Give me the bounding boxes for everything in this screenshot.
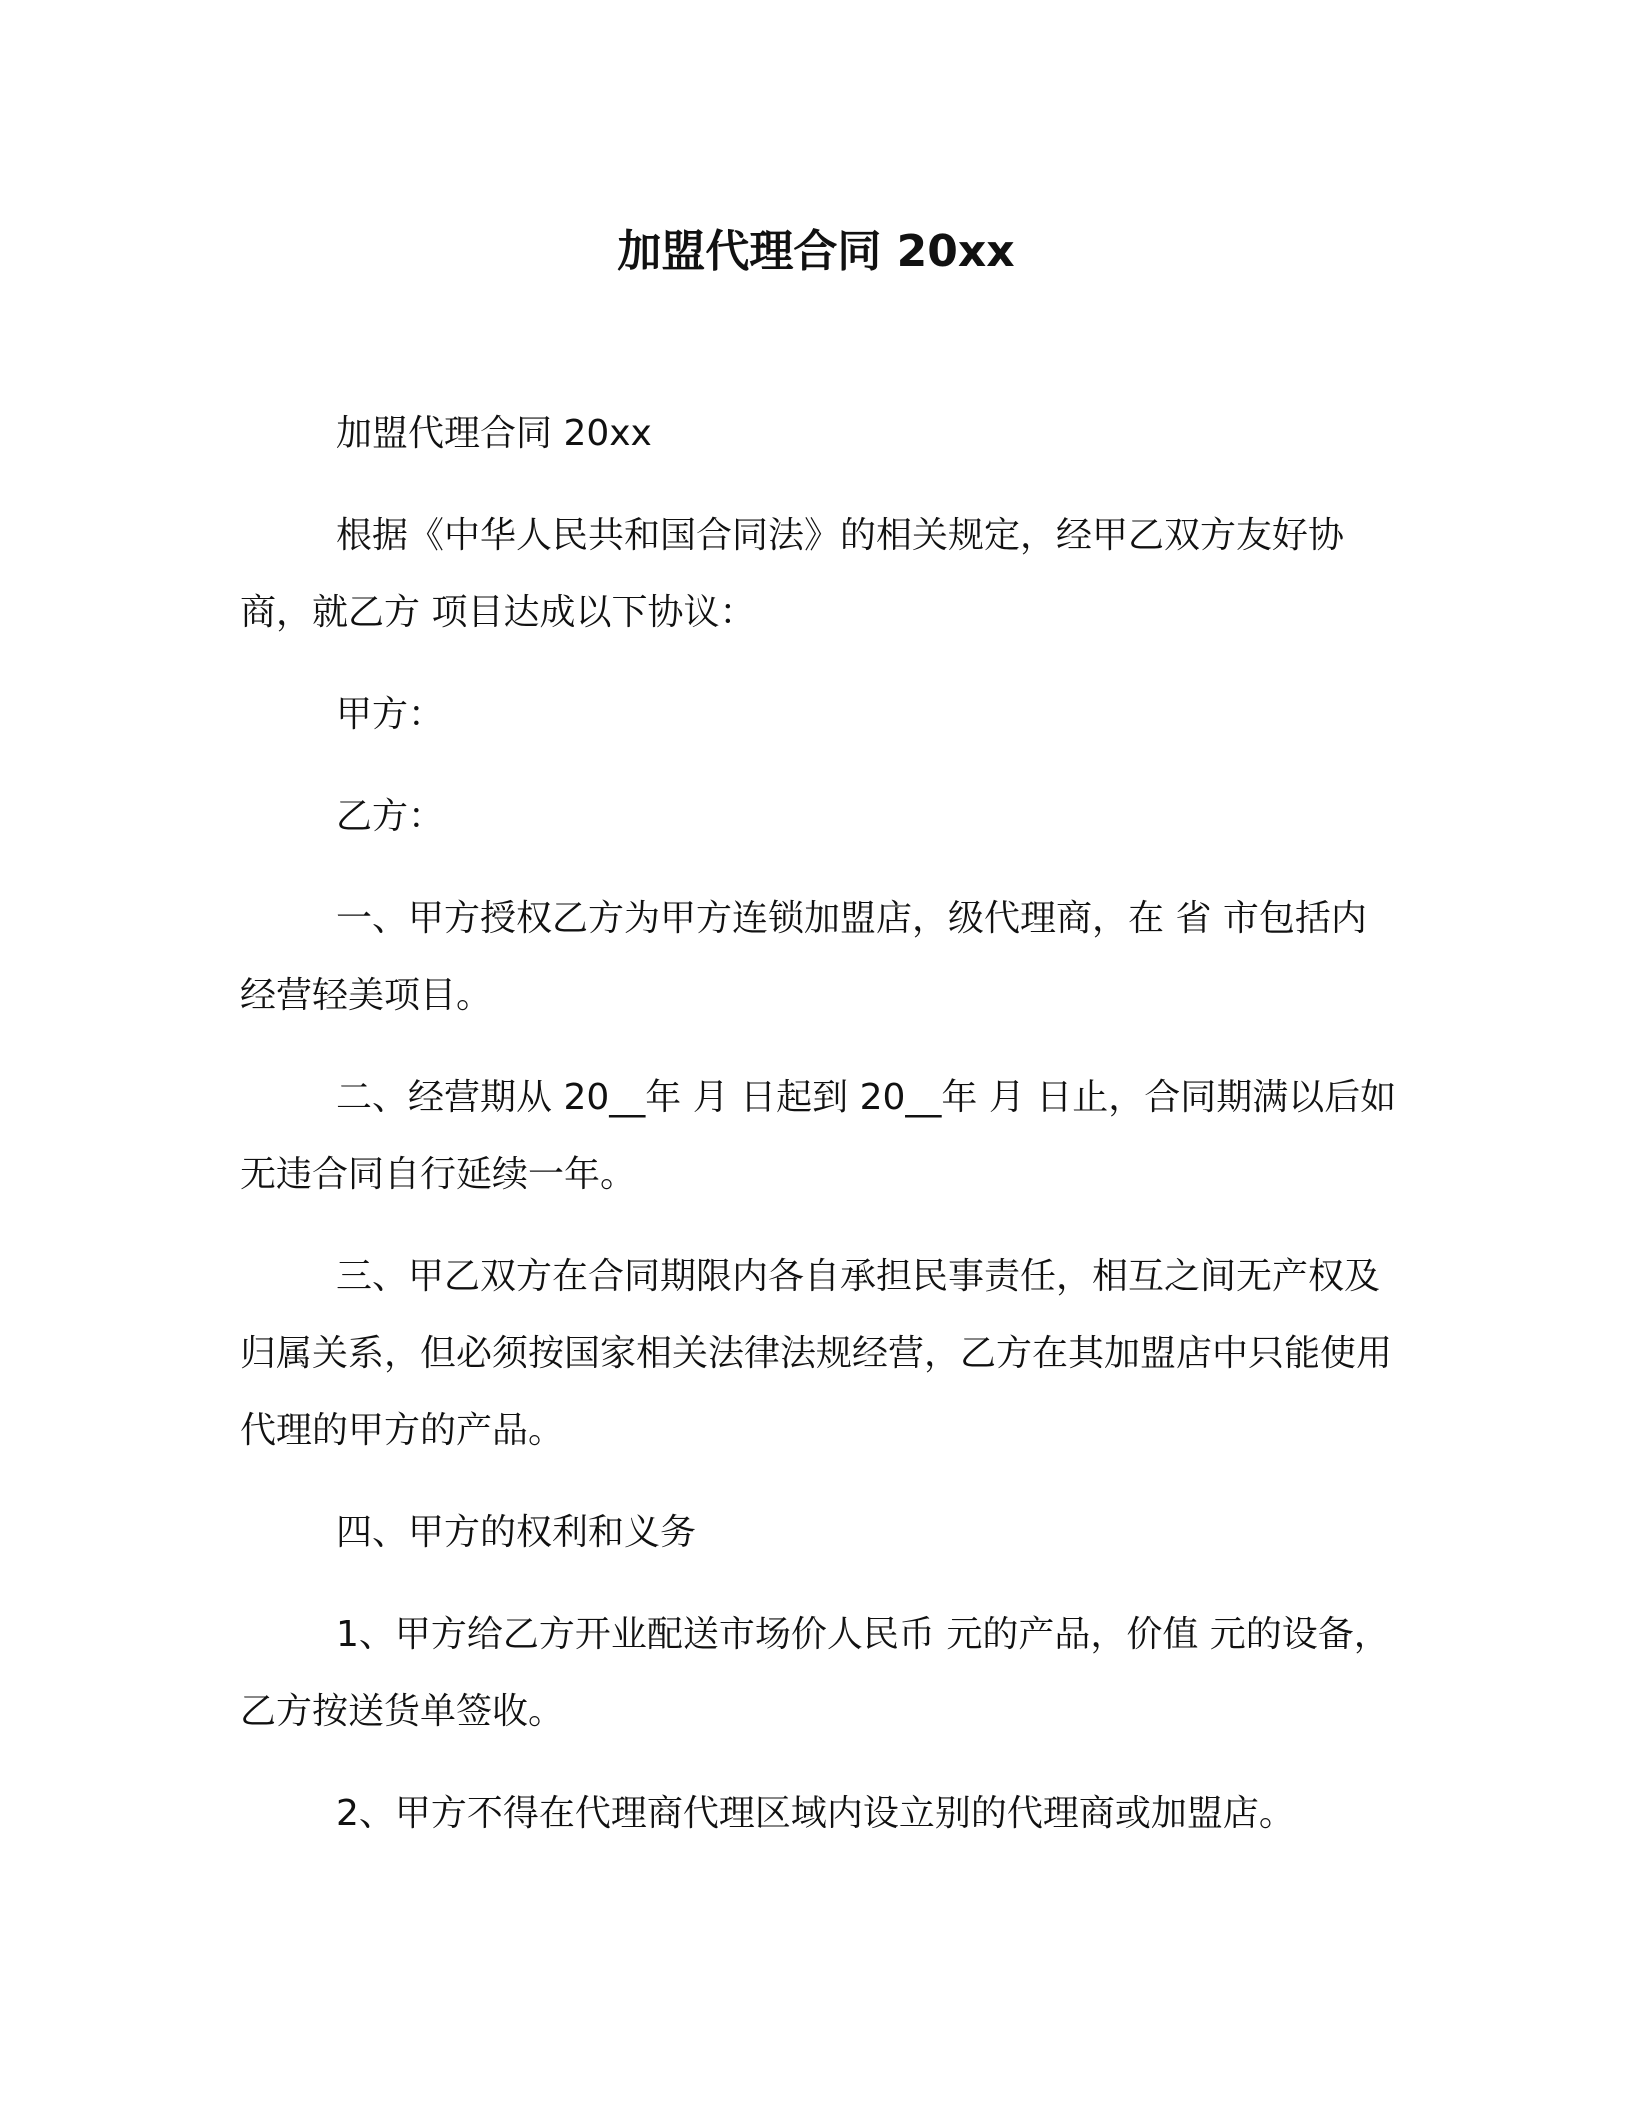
paragraph-clause-3: 三、甲乙双方在合同期限内各自承担民事责任，相互之间无产权及归属关系，但必须按国家相关法律法规经营，乙方在其加盟店中只能使用代理的甲方的产品。: [240, 1256, 1393, 1451]
paragraph-clause-4-item-1: 1、甲方给乙方开业配送市场价人民币 元的产品，价值 元的设备，乙方按送货单签收。: [240, 1614, 1390, 1732]
document-body: [240, 395, 1400, 1877]
paragraph-subtitle: 加盟代理合同 20xx: [336, 413, 652, 454]
paragraph-party-b: 乙方：: [336, 796, 445, 837]
paragraph-preamble: 根据《中华人民共和国合同法》的相关规定，经甲乙双方友好协商，就乙方 项目达成以下协议：: [240, 515, 1345, 633]
paragraph-clause-4-item-2: 2、甲方不得在代理商代理区域内设立别的代理商或加盟店。: [336, 1793, 1295, 1834]
paragraph-clause-1: 一、甲方授权乙方为甲方连锁加盟店，级代理商，在 省 市包括内经营轻美项目。: [240, 898, 1367, 1016]
document-title: 加盟代理合同 20xx: [617, 226, 1015, 277]
paragraph-clause-2: 二、经营期从 20__年 月 日起到 20__年 月 日止，合同期满以后如无违合同自行延续一年。: [240, 1077, 1397, 1195]
paragraph-clause-4-heading: 四、甲方的权利和义务: [336, 1512, 697, 1553]
paragraph-party-a: 甲方：: [336, 694, 445, 735]
